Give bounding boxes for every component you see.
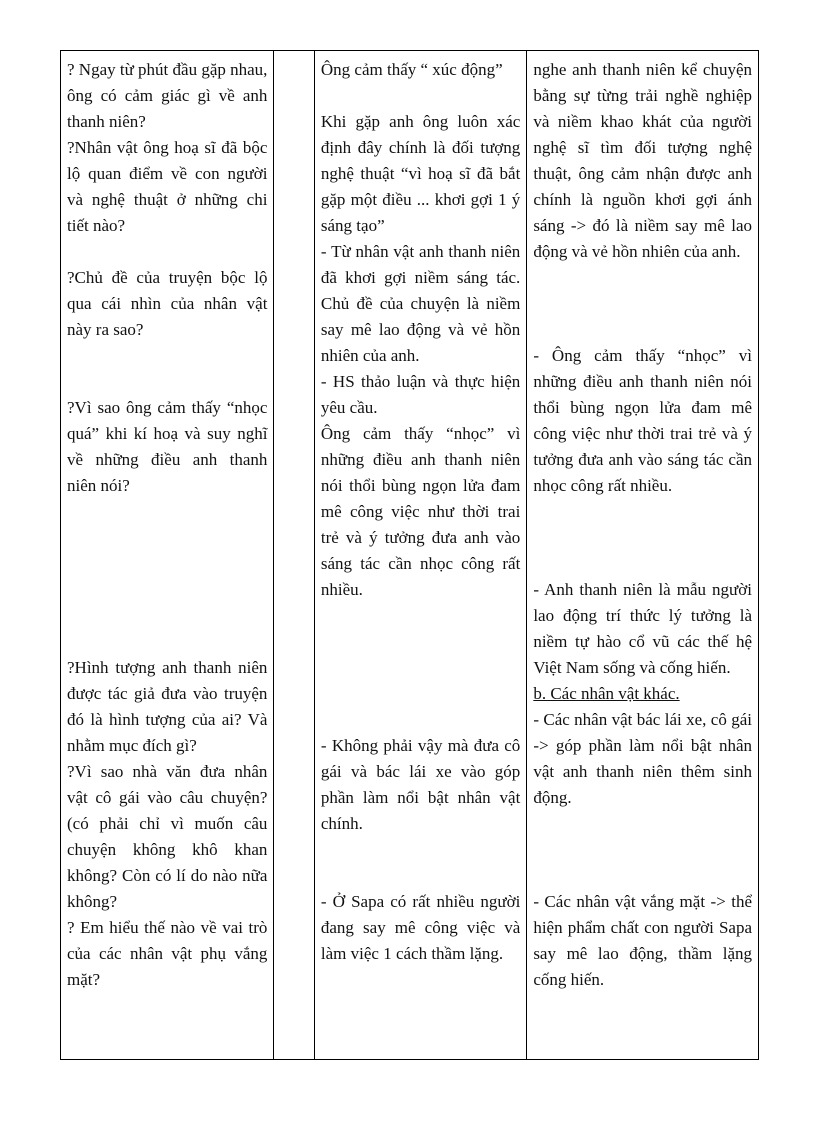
activity-block: - Không phải vậy mà đưa cô gái và bác lái xe vào góp phần làm nổi bật nhân vật chính.: [320, 736, 521, 833]
question-block: ?Vì sao nhà văn đưa nhân vật cô gái vào câu chuyện?(có phải chỉ vì muốn câu chuyện không khô khan không? Còn có lí do nào nữa không?: [67, 762, 268, 911]
content-block: b. Các nhân vật khác.: [533, 684, 680, 703]
questions-column: [61, 51, 274, 1060]
question-block: ?Nhân vật ông hoạ sĩ đã bộc lộ quan điểm về con người và nghệ thuật ở những chi tiết nào?: [67, 138, 268, 235]
activities-column: [314, 51, 526, 1060]
activity-block: - Từ nhân vật anh thanh niên đã khơi gợi niềm sáng tác. Chủ đề của chuyện là niềm say mê lao động và vẻ hồn nhiên của anh.: [320, 242, 521, 365]
question-block: ?Chủ đề của truyện bộc lộ qua cái nhìn của nhân vật này ra sao?: [67, 268, 268, 339]
content-block: - Các nhân vật vắng mặt -> thể hiện phẩm chất con người Sapa say mê lao động, thầm lặng cống hiến.: [533, 892, 752, 989]
content-block: nghe anh thanh niên kể chuyện bằng sự từng trải nghề nghiệp và niềm khao khát của người nghệ sĩ tìm đối tượng nghệ thuật, ông cảm nhận được anh chính là nguồn khơi gợi ánh sáng -> đó là niềm say mê lao động và vẻ hồn nhiên của anh.: [533, 60, 752, 261]
table-row: [61, 51, 759, 1060]
question-block: ?Hình tượng anh thanh niên được tác giả đưa vào truyện đó là hình tượng của ai? Và nhằm mục đích gì?: [67, 658, 268, 755]
activity-block: - Ở Sapa có rất nhiều người đang say mê công việc và làm việc 1 cách thầm lặng.: [320, 892, 521, 963]
activities-cell: [321, 57, 520, 1059]
lesson-table: [60, 50, 759, 1060]
content-block: - Anh thanh niên là mẫu người lao động trí thức lý tưởng là niềm tự hào cổ vũ các thế hệ Việt Nam sống và cống hiến.: [533, 580, 752, 677]
activity-block: Ông cảm thấy “ xúc động”: [320, 60, 503, 79]
question-block: ? Em hiểu thế nào về vai trò của các nhân vật phụ vắng mặt?: [67, 918, 268, 989]
content-block: - Ông cảm thấy “nhọc” vì những điều anh thanh niên nói thổi bùng ngọn lửa đam mê công việc như thời trai trẻ và ý tưởng đưa anh vào sáng tác cần nhọc công rất nhiều.: [533, 346, 752, 495]
questions-cell: [67, 57, 267, 1059]
activity-block: Ông cảm thấy “nhọc” vì những điều anh thanh niên nói thổi bùng ngọn lửa đam mê công việc như thời trai trẻ và ý tưởng đưa anh vào sáng tác cần nhọc công rất nhiều.: [320, 424, 521, 599]
content-cell: [533, 57, 752, 1059]
content-column: [527, 51, 759, 1060]
activity-block: Khi gặp anh ông luôn xác định đây chính là đối tượng nghệ thuật “vì hoạ sĩ đã bắt gặp một điều ... khơi gợi 1 ý sáng tạo”: [320, 112, 521, 235]
content-block: - Các nhân vật bác lái xe, cô gái -> góp phần làm nổi bật nhân vật anh thanh niên thêm sinh động.: [533, 710, 752, 807]
question-block: ?Vì sao ông cảm thấy “nhọc quá” khi kí hoạ và suy nghĩ về những điều anh thanh niên nói?: [67, 398, 268, 495]
question-block: ? Ngay từ phút đầu gặp nhau, ông có cảm giác gì về anh thanh niên?: [67, 60, 268, 131]
activity-block: - HS thảo luận và thực hiện yêu cầu.: [320, 372, 521, 417]
empty-column: [274, 51, 314, 1060]
